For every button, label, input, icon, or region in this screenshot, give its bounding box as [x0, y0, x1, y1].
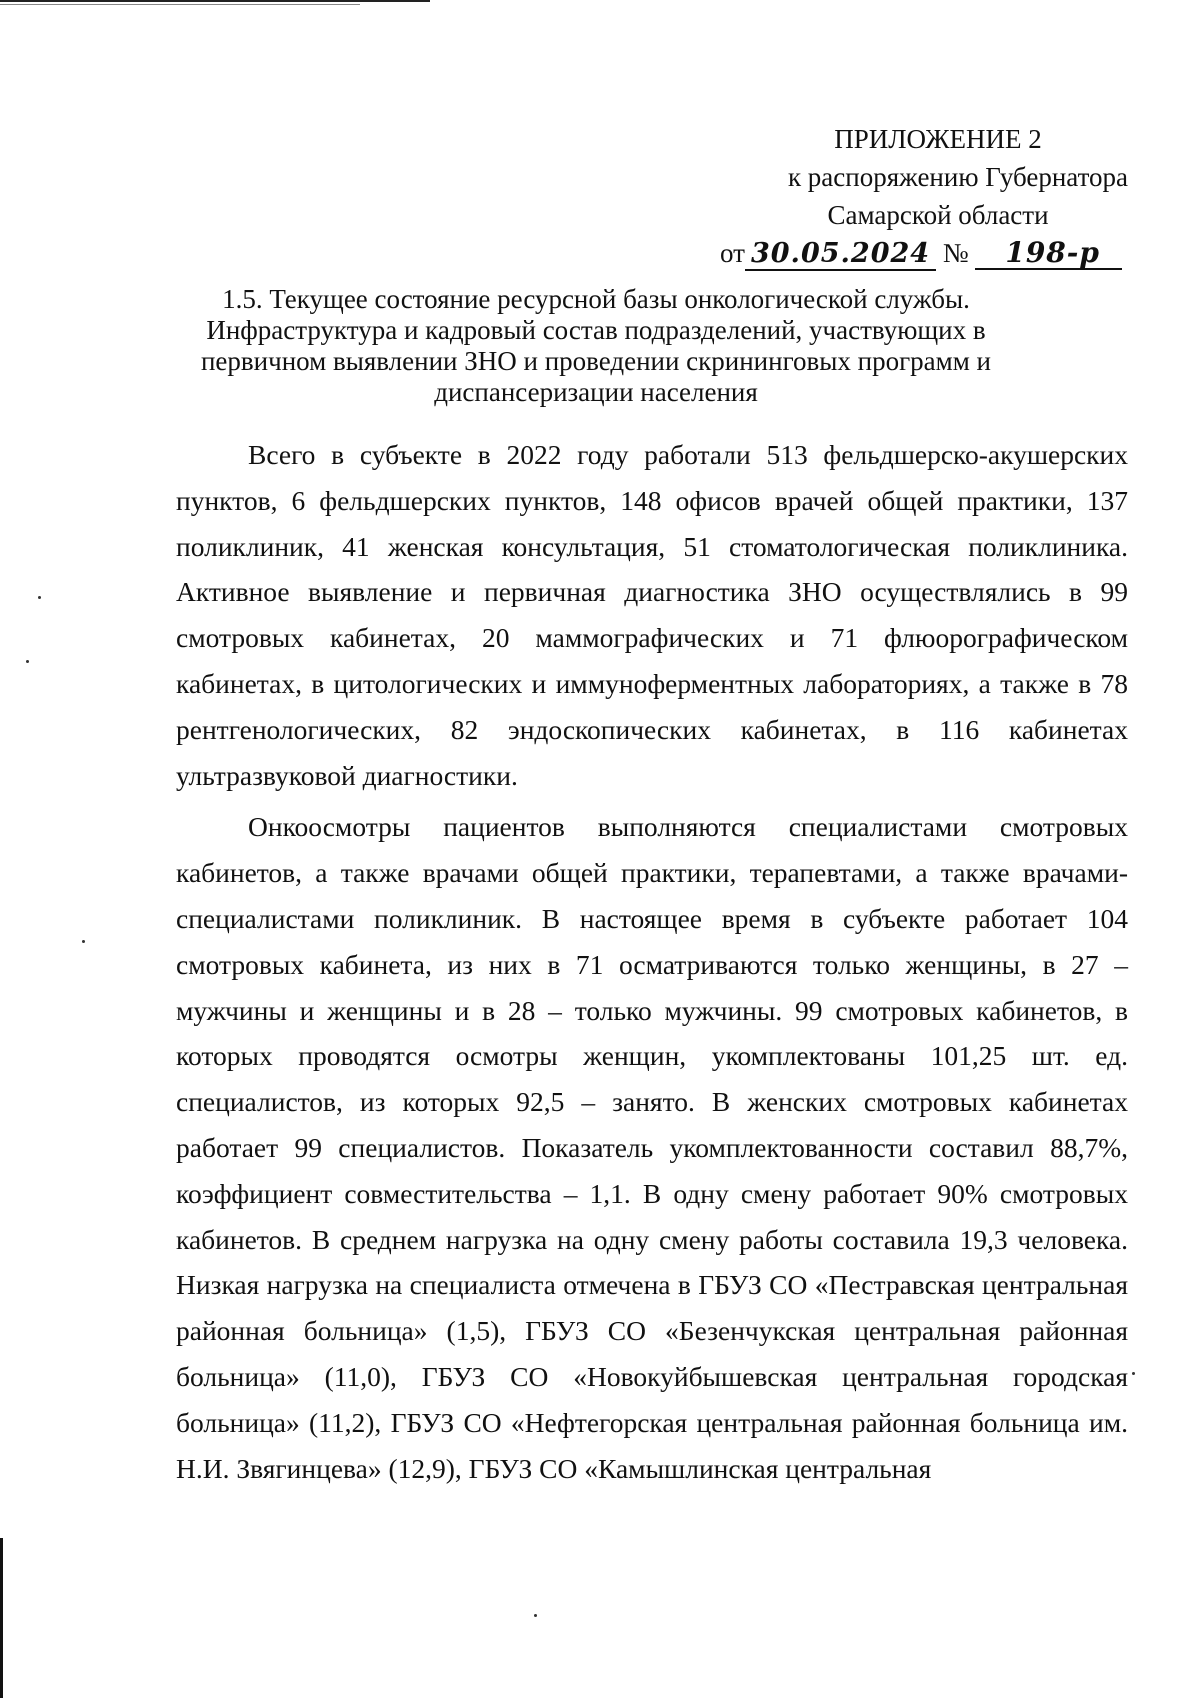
scan-speck: [82, 940, 85, 943]
handwritten-number: 198-р: [975, 238, 1122, 270]
annex-subtitle-region: Самарской области: [827, 200, 1049, 230]
scan-speck: [534, 1614, 537, 1617]
annex-date-number-row: [708, 234, 1128, 272]
document-body: [176, 432, 1128, 1497]
annex-title: ПРИЛОЖЕНИЕ 2: [834, 124, 1042, 154]
annex-subtitle-order: к распоряжению Губернатора: [787, 162, 1128, 192]
scan-speck: [26, 660, 29, 663]
handwritten-date: 30.05.2024: [745, 239, 936, 271]
date-prefix: от: [720, 238, 745, 268]
annex-header: [708, 120, 1128, 272]
paragraph-screening-rooms: Онкоосмотры пациентов выполняются специалистами смотровых кабинетов, а также врачами общей практики, терапевтами, а также врачами-специалистами поликлиник. В настоящее время в субъекте работает 104 смотровых кабинета, из них в 71 осматриваются только женщины, в 27 – мужчины и женщины и в 28 – только мужчины. 99 смотровых кабинетов, в которых проводятся осмотры женщин, укомплектованы 101,25 шт. ед. специалистов, из которых 92,5 – занято. В женских смотровых кабинетах работает 99 специалистов. Показатель укомплектованности составил 88,7%, коэффициент совместительства – 1,1. В одну смену работает 90% смотровых кабинетов. В среднем нагрузка на одну смену работы составила 19,3 человека. Низкая нагрузка на специалиста отмечена в ГБУЗ СО «Пестравская центральная районная больница» (1,5), ГБУЗ СО «Безенчукская центральная районная больница» (11,0), ГБУЗ СО «Новокуйбышевская центральная городская больница» (11,2), ГБУЗ СО «Нефтегорская центральная районная больница им. Н.И. Звягинцева» (12,9), ГБУЗ СО «Камышлинская центральная: [176, 811, 1128, 1484]
section-heading: 1.5. Текущее состояние ресурсной базы онкологической службы. Инфраструктура и кадровый состав подразделений, участвующих в первичном выявлении ЗНО и проведении скрининговых программ и диспансеризации населения: [200, 284, 991, 407]
paragraph-infrastructure: Всего в субъекте в 2022 году работали 513 фельдшерско-акушерских пунктов, 6 фельдшерских пунктов, 148 офисов врачей общей практики, 137 поликлиник, 41 женская консультация, 51 стоматологическая поликлиника. Активное выявление и первичная диагностика ЗНО осуществлялись в 99 смотровых кабинетах, 20 маммографических и 71 флюорографическом кабинетах, в цитологических и иммуноферментных лабораториях, а также в 78 рентгенологических, 82 эндоскопических кабинетах, в 116 кабинетах ультразвуковой диагностики.: [176, 439, 1128, 791]
scan-speck: [1132, 1372, 1135, 1375]
scan-speck: [38, 596, 41, 599]
number-prefix: №: [942, 238, 969, 268]
scan-artifact-left-edge: [0, 1538, 3, 1698]
scan-artifact-top-line: [0, 0, 430, 2]
scan-artifact-top-line-faint: [0, 4, 360, 5]
